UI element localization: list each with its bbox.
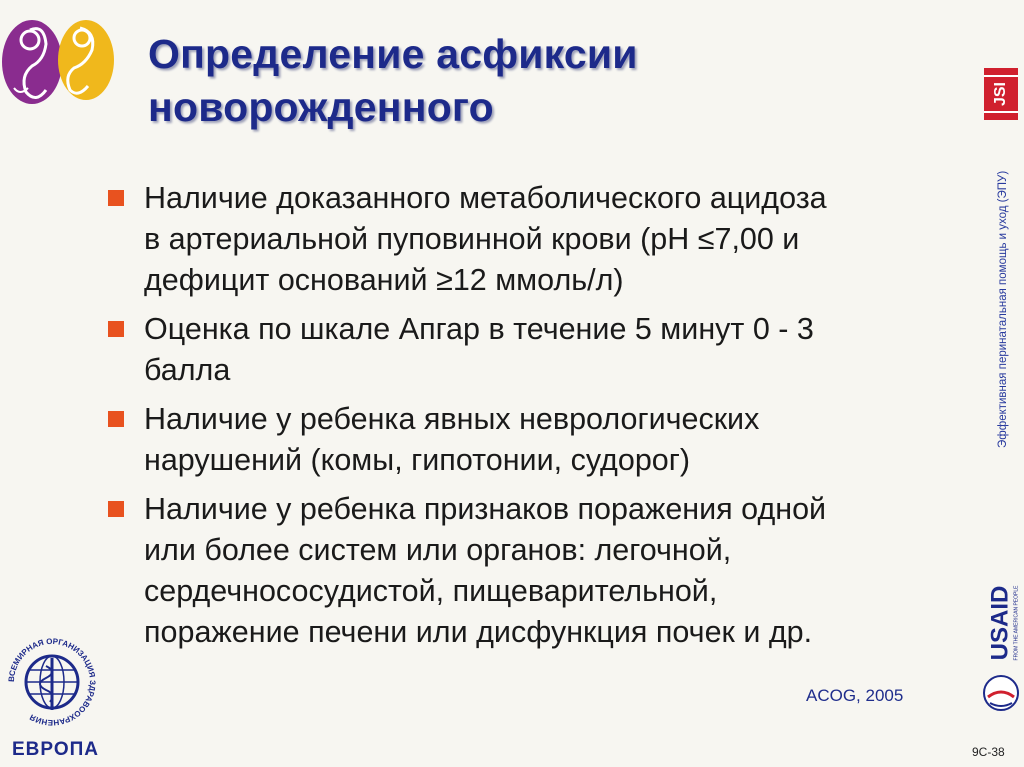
bullet-list — [106, 178, 936, 661]
mother-child-logo-icon — [0, 10, 118, 110]
bullet-item — [106, 489, 936, 653]
bullet-line: балла — [144, 353, 231, 387]
bullet-square-icon — [108, 190, 124, 206]
bullet-line: поражение печени или дисфункция почек и др. — [144, 615, 813, 649]
bullet-line: в артериальной пуповинной крови (pH ≤7,00 и — [144, 222, 800, 256]
citation: ACOG, 2005 — [806, 686, 904, 705]
who-emblem-icon — [2, 632, 102, 732]
bullet-line: Наличие у ребенка явных неврологических — [144, 402, 760, 436]
jsi-logo-icon — [984, 68, 1018, 120]
title-line-2: новорожденного — [148, 84, 494, 130]
who-europe-logo — [2, 632, 102, 762]
bullet-square-icon — [108, 501, 124, 517]
bullet-item — [106, 178, 936, 301]
bullet-item — [106, 399, 936, 481]
page-title — [148, 28, 848, 134]
who-ring-text: ВСЕМИРНАЯ ОРГАНИЗАЦИЯ ЗДРАВООХРАНЕНИЯ — [6, 636, 98, 728]
title-line-1: Определение асфиксии — [148, 31, 638, 77]
bullet-square-icon — [108, 411, 124, 427]
usaid-logo-icon — [980, 575, 1022, 725]
bullet-item — [106, 309, 936, 391]
slide-number: 9C-38 — [972, 745, 1005, 759]
bullet-line: Наличие доказанного метаболического ацидоза — [144, 181, 827, 215]
vertical-program-title: Эффективная перинатальная помощь и уход (ЭПУ) — [997, 170, 1009, 448]
jsi-logo-text: JSI — [992, 81, 1010, 107]
who-region-label: ЕВРОПА — [12, 739, 99, 760]
bullet-square-icon — [108, 321, 124, 337]
usaid-logo-text: USAID — [986, 585, 1014, 661]
bullet-line: Наличие у ребенка признаков поражения одной — [144, 492, 827, 526]
bullet-line: или более систем или органов: легочной, — [144, 533, 732, 567]
bullet-line: нарушений (комы, гипотонии, судорог) — [144, 443, 691, 477]
bullet-line: сердечнососудистой, пищеварительной, — [144, 574, 718, 608]
bullet-line: Оценка по шкале Апгар в течение 5 минут 0 - 3 — [144, 312, 814, 346]
usaid-tagline: FROM THE AMERICAN PEOPLE — [1013, 585, 1020, 661]
bullet-line: дефицит оснований ≥12 ммоль/л) — [144, 263, 624, 297]
